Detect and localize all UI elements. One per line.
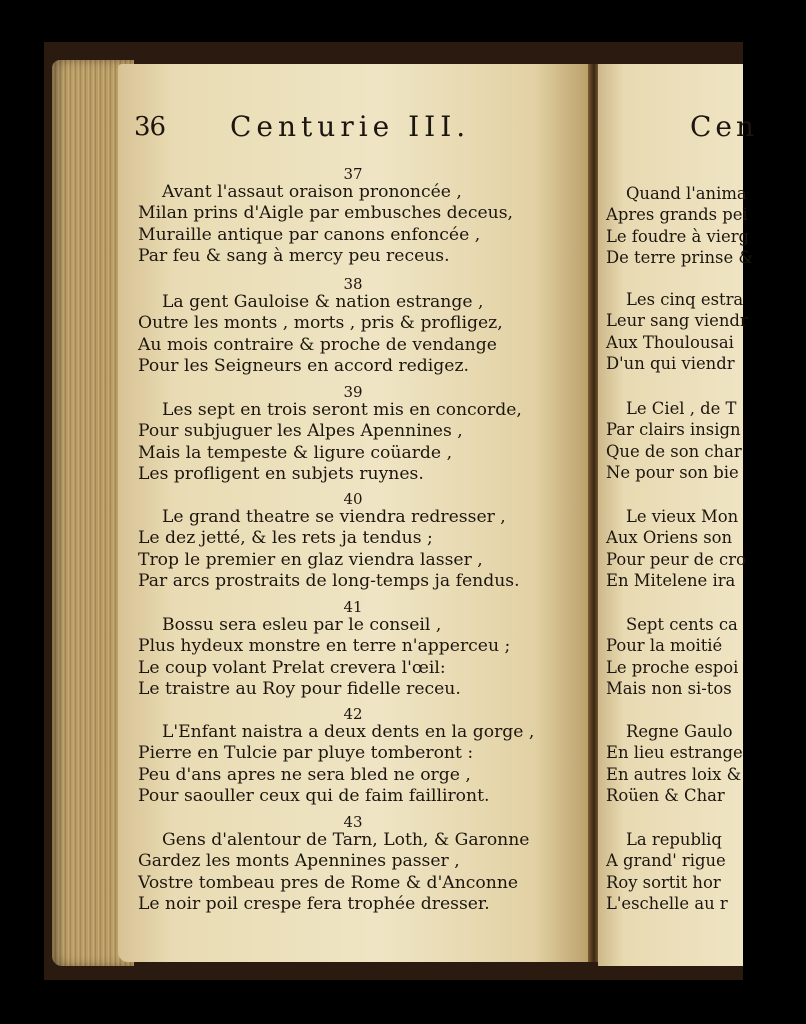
verse-line: En autres loix &: [606, 764, 742, 784]
verse-line: De terre prinse &: [606, 247, 753, 267]
verse-line: Aux Thoulousai: [606, 332, 734, 352]
partial-stanza: [606, 506, 806, 591]
partial-stanza: [606, 721, 806, 806]
partial-stanza: [606, 183, 806, 268]
quatrain-number: 39: [343, 383, 363, 401]
verse-line: Gens d'alentour de Tarn, Loth, & Garonne: [162, 830, 530, 850]
partial-stanza: [606, 398, 806, 483]
verse-line: Mais la tempeste & ligure coüarde ,: [138, 442, 453, 463]
quatrain-number: 43: [343, 813, 363, 831]
verse-line: Par clairs insign: [606, 420, 741, 440]
verse-line: Mais non si-tos: [606, 678, 732, 698]
quatrain-number: 40: [343, 490, 363, 508]
verse-line: Aux Oriens son: [606, 528, 733, 548]
quatrain-number: 42: [343, 705, 363, 723]
verse-line: Que de son char: [606, 441, 742, 461]
verse-line: Pour peur de cro: [606, 549, 746, 569]
verse-line: Les sept en trois seront mis en concorde,: [162, 400, 522, 420]
verse-line: Pour subjuguer les Alpes Apennines ,: [138, 421, 463, 442]
page-number: 36: [134, 112, 166, 142]
verse-line: Le grand theatre se viendra redresser ,: [162, 507, 506, 527]
verse-line: A grand' rigue: [606, 851, 726, 871]
verse-line: Leur sang viendr: [606, 311, 748, 331]
verse-line: Trop le premier en glaz viendra lasser ,: [138, 549, 483, 570]
verse-line: En Mitelene ira: [606, 570, 736, 590]
verse-line: Ne pour son bie: [606, 462, 739, 482]
right-page-text: [598, 64, 759, 966]
right-running-head: Cen: [690, 110, 759, 143]
verse-line: Pour les Seigneurs en accord redigez.: [138, 355, 469, 376]
verse-line: En lieu estrange: [606, 743, 743, 763]
verse-line: Le proche espoi: [606, 657, 739, 677]
verse-line: La republiq: [626, 830, 722, 849]
quatrain-number: 37: [343, 165, 363, 183]
partial-stanza: [606, 829, 806, 914]
verse-line: Par arcs prostraits de long-temps ja fendus.: [138, 570, 520, 591]
verse-line: L'Enfant naistra a deux dents en la gorge ,: [162, 722, 535, 742]
partial-stanza: [606, 289, 806, 374]
verse-line: Bossu sera esleu par le conseil ,: [162, 615, 442, 635]
verse-line: Regne Gaulo: [626, 722, 733, 741]
verse-line: Pour la moitié: [606, 636, 723, 656]
verse-line: Plus hydeux monstre en terre n'apperceu ;: [138, 636, 511, 657]
verse-line: Sept cents ca: [626, 615, 738, 634]
running-head: Centurie III.: [230, 110, 471, 143]
verse-line: Le dez jetté, & les rets ja tendus ;: [138, 528, 433, 549]
verse-line: D'un qui viendr: [606, 353, 735, 373]
verse-line: Quand l'anima: [626, 184, 747, 203]
verse-line: Au mois contraire & proche de vendange: [138, 334, 497, 355]
verse-line: L'eschelle au r: [606, 893, 728, 913]
verse-line: Apres grands pei: [606, 205, 748, 225]
verse-line: Peu d'ans apres ne sera bled ne orge ,: [138, 764, 471, 785]
verse-line: Les cinq estra: [626, 290, 744, 309]
verse-line: Avant l'assaut oraison prononcée ,: [162, 182, 462, 202]
partial-stanza: [606, 614, 806, 699]
verse-line: Le noir poil crespe fera trophée dresser.: [138, 893, 490, 914]
verse-line: Roy sortit hor: [606, 872, 721, 892]
verse-line: Pierre en Tulcie par pluye tomberont :: [138, 743, 474, 764]
verse-line: Le traistre au Roy pour fidelle receu.: [138, 678, 461, 699]
verse-line: Le coup volant Prelat crevera l'œil:: [138, 657, 446, 678]
verse-line: Outre les monts , morts , pris & profligez,: [138, 313, 503, 334]
verse-line: Muraille antique par canons enfoncée ,: [138, 224, 481, 245]
quatrain-number: 38: [343, 275, 363, 293]
verse-line: La gent Gauloise & nation estrange ,: [162, 292, 484, 312]
verse-line: Par feu & sang à mercy peu receus.: [138, 245, 450, 266]
verse-line: Le vieux Mon: [626, 507, 739, 526]
verse-line: Roüen & Char: [606, 785, 725, 805]
verse-line: Pour saouller ceux qui de faim failliront.: [138, 785, 490, 806]
verse-line: Milan prins d'Aigle par embusches deceus,: [138, 203, 513, 224]
verse-line: Gardez les monts Apennines passer ,: [138, 851, 460, 872]
verse-line: Le foudre à vierg: [606, 226, 750, 246]
verse-line: Les profligent en subjets ruynes.: [138, 463, 424, 484]
verse-line: Le Ciel , de T: [626, 399, 737, 418]
verse-line: Vostre tombeau pres de Rome & d'Anconne: [138, 872, 519, 893]
quatrain-number: 41: [343, 598, 363, 616]
